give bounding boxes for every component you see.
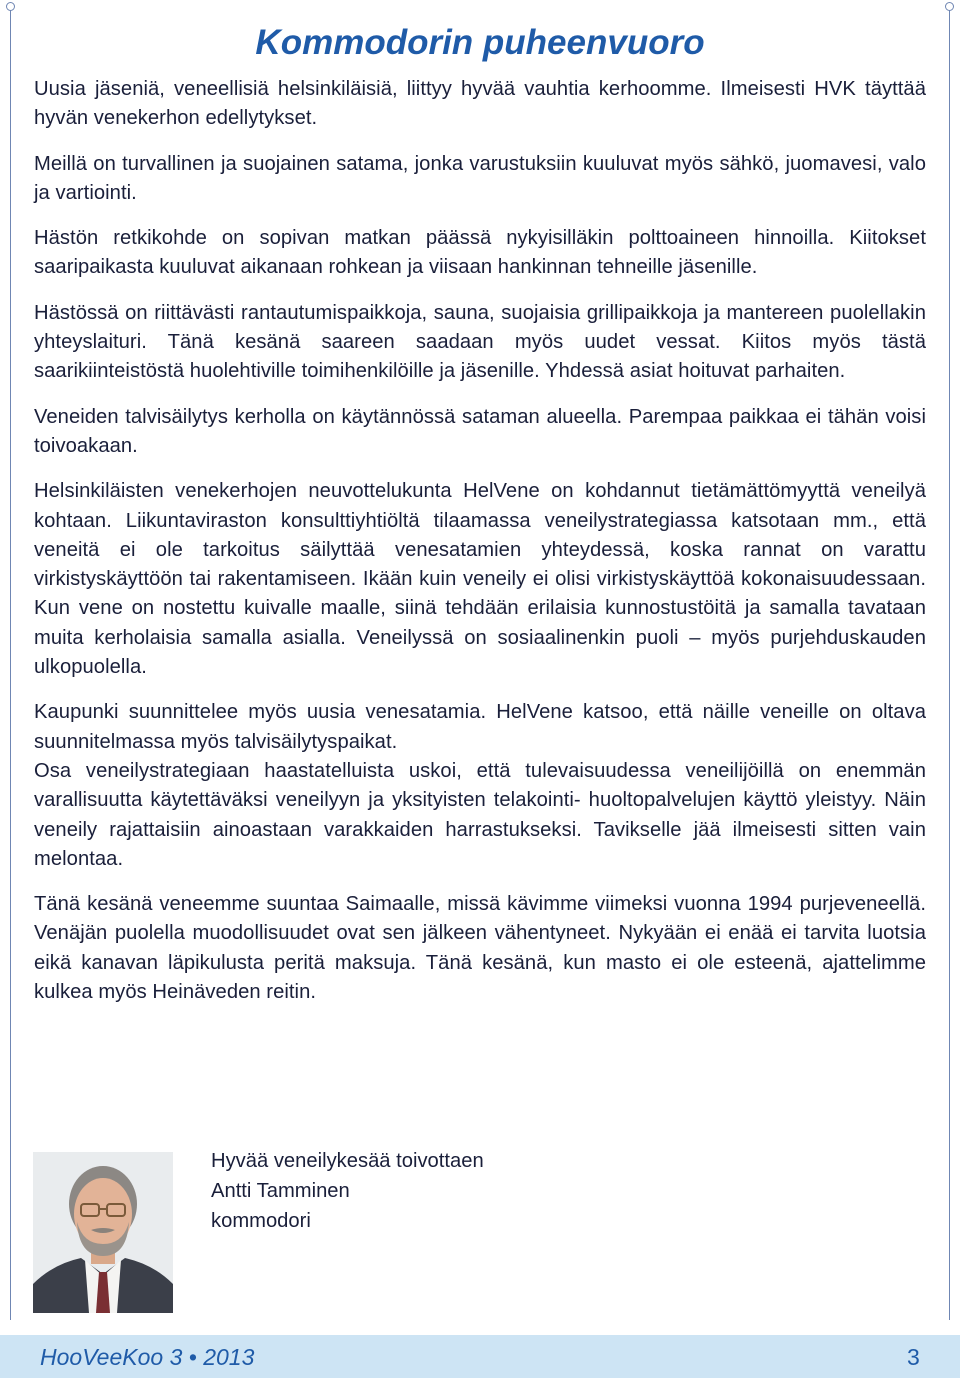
page-frame-right-line: [949, 10, 950, 1320]
paragraph-helvene: Helsinkiläisten venekerhojen neuvottelukunta HelVene on kohdannut tietämättömyyttä veneilyä kohtaan. Liikuntaviraston konsulttiyhtiöltä tilaamassa veneilystrategiassa katsotaan mm., että veneitä ei ole tarkoitus säilyttää venesatamien yhteydessä, koska rannat on varattu virkistyskäyttöön tai rakentamiseen. Ikään kuin veneily ei olisi virkistyskäyttöä kokonaisuudessaan. Kun vene on nostettu kuivalle maalle, siinä tehdään erilaisia kunnostustöitä ja samalla tavataan muita kerholaisia samalla asialla. Veneilyssä on sosiaalinenkin puoli – myös purjehduskauden ulkopuolella.: [34, 480, 926, 679]
paragraph-harbour: Meillä on turvallinen ja suojainen satama, jonka varustuksiin kuuluvat myös sähkö, juomavesi, valo ja vartiointi.: [34, 152, 926, 204]
footer-page-number: 3: [907, 1344, 920, 1370]
author-portrait-photo: [33, 1152, 173, 1313]
paragraph-strategy: Osa veneilystrategiaan haastatelluista uskoi, että tulevaisuudessa veneilijöillä on enemmän varallisuutta käytettäväksi veneilyyn ja yksityisten telakointi- huoltopalvelujen käyttö yleistyy. Näin veneily rajattaisiin ainoastaan varakkaiden harrastukseksi. Tavikselle jää ilmeisesti sitten vain melontaa.: [34, 759, 926, 870]
footer-publication: HooVeeKoo 3 • 2013: [40, 1344, 255, 1370]
frame-ring-right: [945, 2, 954, 11]
paragraph-new-members: Uusia jäseniä, veneellisiä helsinkiläisiä, liittyy hyvää vauhtia kerhoomme. Ilmeisesti HVK täyttää hyvän venekerhon edellytykset.: [34, 78, 926, 130]
signature-greeting: Hyvää veneilykesää toivottaen: [211, 1150, 484, 1172]
portrait-illustration: [33, 1152, 173, 1313]
signature-role: kommodori: [211, 1210, 311, 1232]
frame-ring-left: [6, 2, 15, 11]
paragraph-new-marinas: Kaupunki suunnittelee myös uusia venesatamia. HelVene katsoo, että näille veneille on oltava suunnitelmassa myös talvisäilytyspaikat.: [34, 701, 926, 753]
paragraph-hasto-facilities: Hästössä on riittävästi rantautumispaikkoja, sauna, suojaisia grillipaikkoja ja mantereen puolellakin yhteyslaituri. Tänä kesänä saareen saadaan myös uudet vessat. Kiitos myös tästä saarikiinteistöstä huolehtiville toimihenkilöille ja jäsenille. Yhdessä asiat hoituvat parhaiten.: [34, 301, 926, 383]
page-frame-left-line: [10, 10, 11, 1320]
paragraph-saimaa: Tänä kesänä veneemme suuntaa Saimaalle, missä kävimme viimeksi vuonna 1994 purjeveneellä. Venäjän puolella muodollisuudet ovat sen jälkeen vähentyneet. Nykyään ei enää ei tarvita luotsia eikä kanavan läpikulusta peritä maksuja. Tänä kesänä, kun masto ei ole esteenä, ajattelimme kulkea myös Heinäveden reitin.: [34, 893, 926, 1004]
signature-block: [211, 1146, 484, 1236]
signature-name: Antti Tamminen: [211, 1180, 350, 1202]
page-title: Kommodorin puheenvuoro: [255, 23, 705, 63]
page-footer: [0, 1335, 960, 1378]
paragraph-hasto-destination: Hästön retkikohde on sopivan matkan päässä nykyisilläkin polttoaineen hinnoilla. Kiitokset saaripaikasta kuuluvat aikanaan rohkean ja viisaan hankinnan tehneille jäsenille.: [34, 227, 926, 279]
paragraph-winter-storage: Veneiden talvisäilytys kerholla on käytännössä sataman alueella. Parempaa paikkaa ei tähän voisi toivoakaan.: [34, 405, 926, 457]
article-body: [34, 75, 926, 1007]
